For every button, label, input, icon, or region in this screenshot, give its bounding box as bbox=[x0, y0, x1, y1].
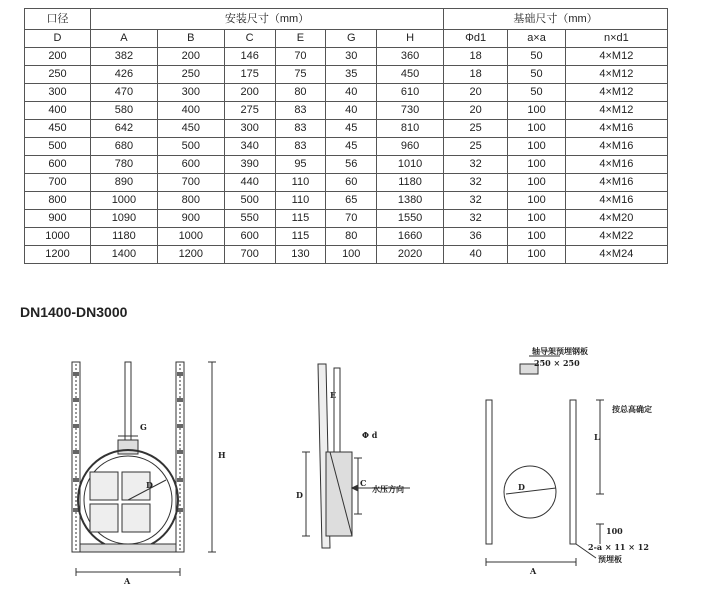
table-cell: 1660 bbox=[377, 228, 444, 246]
table-cell: 1000 bbox=[157, 228, 224, 246]
table-cell: 500 bbox=[25, 138, 91, 156]
table-cell: 580 bbox=[91, 102, 158, 120]
table-cell: 35 bbox=[326, 66, 377, 84]
dim-100: 100 bbox=[606, 526, 623, 536]
table-cell: 4×M12 bbox=[565, 48, 667, 66]
table-cell: 700 bbox=[157, 174, 224, 192]
table-cell: 30 bbox=[326, 48, 377, 66]
table-cell: 146 bbox=[224, 48, 275, 66]
table-cell: 730 bbox=[377, 102, 444, 120]
table-cell: 100 bbox=[508, 228, 565, 246]
foundation-label-d: D bbox=[518, 482, 525, 492]
table-cell: 300 bbox=[25, 84, 91, 102]
foundation-label-a: A bbox=[530, 566, 537, 576]
table-cell: 470 bbox=[91, 84, 158, 102]
table-cell: 110 bbox=[275, 174, 326, 192]
table-cell: 100 bbox=[508, 210, 565, 228]
table-cell: 18 bbox=[444, 66, 508, 84]
column-header: A bbox=[91, 30, 158, 48]
table-cell: 610 bbox=[377, 84, 444, 102]
table-cell: 4×M16 bbox=[565, 174, 667, 192]
side-label-d: D bbox=[296, 490, 303, 500]
front-view bbox=[72, 362, 216, 576]
table-cell: 1200 bbox=[25, 246, 91, 264]
side-label-e: E bbox=[330, 390, 337, 400]
table-row bbox=[25, 120, 668, 138]
column-header: n×d1 bbox=[565, 30, 667, 48]
table-cell: 20 bbox=[444, 84, 508, 102]
table-cell: 400 bbox=[25, 102, 91, 120]
foundation-label-l: L bbox=[594, 432, 600, 442]
foundation-dims-header: 基础尺寸（mm） bbox=[444, 9, 668, 30]
column-header: Φd1 bbox=[444, 30, 508, 48]
by-height-label: 按总高确定 bbox=[612, 405, 652, 414]
table-cell: 70 bbox=[326, 210, 377, 228]
table-cell: 4×M22 bbox=[565, 228, 667, 246]
table-cell: 56 bbox=[326, 156, 377, 174]
table-cell: 4×M12 bbox=[565, 102, 667, 120]
table-cell: 1200 bbox=[157, 246, 224, 264]
table-cell: 25 bbox=[444, 120, 508, 138]
table-cell: 1010 bbox=[377, 156, 444, 174]
table-row bbox=[25, 102, 668, 120]
table-cell: 390 bbox=[224, 156, 275, 174]
table-body bbox=[25, 48, 668, 264]
front-label-g: G bbox=[140, 422, 147, 432]
table-cell: 130 bbox=[275, 246, 326, 264]
table-cell: 75 bbox=[275, 66, 326, 84]
table-cell: 32 bbox=[444, 156, 508, 174]
table-cell: 1180 bbox=[377, 174, 444, 192]
table-cell: 600 bbox=[157, 156, 224, 174]
table-cell: 20 bbox=[444, 102, 508, 120]
table-cell: 4×M16 bbox=[565, 192, 667, 210]
column-header: B bbox=[157, 30, 224, 48]
table-cell: 50 bbox=[508, 66, 565, 84]
table-cell: 100 bbox=[508, 120, 565, 138]
table-cell: 115 bbox=[275, 210, 326, 228]
table-cell: 45 bbox=[326, 138, 377, 156]
table-cell: 900 bbox=[157, 210, 224, 228]
foundation-view bbox=[486, 356, 604, 566]
table-cell: 250 bbox=[157, 66, 224, 84]
table-cell: 100 bbox=[508, 192, 565, 210]
table-cell: 642 bbox=[91, 120, 158, 138]
table-cell: 275 bbox=[224, 102, 275, 120]
table-cell: 32 bbox=[444, 192, 508, 210]
table-cell: 200 bbox=[25, 48, 91, 66]
table-cell: 4×M16 bbox=[565, 156, 667, 174]
table-row bbox=[25, 84, 668, 102]
table-cell: 100 bbox=[508, 246, 565, 264]
table-cell: 36 bbox=[444, 228, 508, 246]
table-cell: 382 bbox=[91, 48, 158, 66]
table-row bbox=[25, 156, 668, 174]
front-label-h: H bbox=[218, 450, 226, 460]
plate-size: 250 × 250 bbox=[534, 358, 580, 368]
table-cell: 440 bbox=[224, 174, 275, 192]
table-cell: 40 bbox=[326, 84, 377, 102]
table-cell: 115 bbox=[275, 228, 326, 246]
table-cell: 60 bbox=[326, 174, 377, 192]
table-cell: 450 bbox=[157, 120, 224, 138]
table-cell: 32 bbox=[444, 174, 508, 192]
table-row bbox=[25, 246, 668, 264]
front-label-a: A bbox=[124, 576, 131, 586]
table-cell: 400 bbox=[157, 102, 224, 120]
column-header: a×a bbox=[508, 30, 565, 48]
holes-label: 2-a × 11 × 12 bbox=[588, 542, 649, 552]
table-cell: 800 bbox=[157, 192, 224, 210]
table-cell: 600 bbox=[25, 156, 91, 174]
table-cell: 65 bbox=[326, 192, 377, 210]
table-cell: 4×M16 bbox=[565, 138, 667, 156]
side-label-c: C bbox=[360, 478, 367, 488]
table-cell: 50 bbox=[508, 48, 565, 66]
table-cell: 4×M24 bbox=[565, 246, 667, 264]
table-cell: 40 bbox=[326, 102, 377, 120]
table-cell: 1380 bbox=[377, 192, 444, 210]
spec-table bbox=[24, 8, 668, 264]
side-view bbox=[302, 364, 410, 548]
column-header: C bbox=[224, 30, 275, 48]
table-cell: 100 bbox=[508, 174, 565, 192]
column-header-row bbox=[25, 30, 668, 48]
table-cell: 100 bbox=[508, 138, 565, 156]
table-cell: 100 bbox=[326, 246, 377, 264]
table-cell: 4×M20 bbox=[565, 210, 667, 228]
table-row bbox=[25, 138, 668, 156]
table-cell: 1400 bbox=[91, 246, 158, 264]
table-cell: 500 bbox=[224, 192, 275, 210]
front-label-d: D bbox=[146, 480, 153, 490]
table-cell: 200 bbox=[224, 84, 275, 102]
table-cell: 1090 bbox=[91, 210, 158, 228]
table-cell: 80 bbox=[275, 84, 326, 102]
table-cell: 1180 bbox=[91, 228, 158, 246]
table-cell: 1000 bbox=[91, 192, 158, 210]
table-cell: 40 bbox=[444, 246, 508, 264]
table-cell: 500 bbox=[157, 138, 224, 156]
table-cell: 300 bbox=[224, 120, 275, 138]
table-row bbox=[25, 174, 668, 192]
table-cell: 1000 bbox=[25, 228, 91, 246]
table-cell: 80 bbox=[326, 228, 377, 246]
section-title: DN1400-DN3000 bbox=[20, 304, 128, 320]
table-cell: 2020 bbox=[377, 246, 444, 264]
table-cell: 780 bbox=[91, 156, 158, 174]
column-header: H bbox=[377, 30, 444, 48]
table-cell: 70 bbox=[275, 48, 326, 66]
table-row bbox=[25, 210, 668, 228]
table-cell: 18 bbox=[444, 48, 508, 66]
table-cell: 450 bbox=[25, 120, 91, 138]
table-cell: 680 bbox=[91, 138, 158, 156]
table-cell: 4×M12 bbox=[565, 84, 667, 102]
caliber-header: 口径 bbox=[25, 9, 91, 30]
table-cell: 360 bbox=[377, 48, 444, 66]
table-cell: 700 bbox=[25, 174, 91, 192]
table-row bbox=[25, 66, 668, 84]
column-header: D bbox=[25, 30, 91, 48]
table-cell: 95 bbox=[275, 156, 326, 174]
table-cell: 960 bbox=[377, 138, 444, 156]
table-row bbox=[25, 48, 668, 66]
embed-plate-label: 预埋板 bbox=[598, 555, 622, 564]
table-cell: 32 bbox=[444, 210, 508, 228]
table-cell: 175 bbox=[224, 66, 275, 84]
table-cell: 890 bbox=[91, 174, 158, 192]
table-cell: 100 bbox=[508, 156, 565, 174]
table-row bbox=[25, 228, 668, 246]
plate-label: 轴导架预埋钢板 bbox=[532, 347, 588, 356]
table-cell: 800 bbox=[25, 192, 91, 210]
table-cell: 450 bbox=[377, 66, 444, 84]
table-cell: 25 bbox=[444, 138, 508, 156]
table-cell: 900 bbox=[25, 210, 91, 228]
table-cell: 4×M16 bbox=[565, 120, 667, 138]
table-cell: 45 bbox=[326, 120, 377, 138]
table-cell: 4×M12 bbox=[565, 66, 667, 84]
table-cell: 250 bbox=[25, 66, 91, 84]
table-cell: 100 bbox=[508, 102, 565, 120]
table-cell: 110 bbox=[275, 192, 326, 210]
table-cell: 810 bbox=[377, 120, 444, 138]
water-pressure-label: 水压方向 bbox=[372, 485, 404, 494]
table-cell: 300 bbox=[157, 84, 224, 102]
table-cell: 600 bbox=[224, 228, 275, 246]
table-cell: 426 bbox=[91, 66, 158, 84]
table-cell: 50 bbox=[508, 84, 565, 102]
table-cell: 83 bbox=[275, 138, 326, 156]
table-row bbox=[25, 192, 668, 210]
side-label-phid: Φ d bbox=[362, 430, 378, 440]
table-cell: 550 bbox=[224, 210, 275, 228]
table-cell: 700 bbox=[224, 246, 275, 264]
table-cell: 1550 bbox=[377, 210, 444, 228]
gate-drawing bbox=[0, 328, 707, 595]
column-header: E bbox=[275, 30, 326, 48]
table-cell: 83 bbox=[275, 102, 326, 120]
install-dims-header: 安装尺寸（mm） bbox=[91, 9, 444, 30]
column-header: G bbox=[326, 30, 377, 48]
table-cell: 200 bbox=[157, 48, 224, 66]
table-cell: 340 bbox=[224, 138, 275, 156]
table-cell: 83 bbox=[275, 120, 326, 138]
